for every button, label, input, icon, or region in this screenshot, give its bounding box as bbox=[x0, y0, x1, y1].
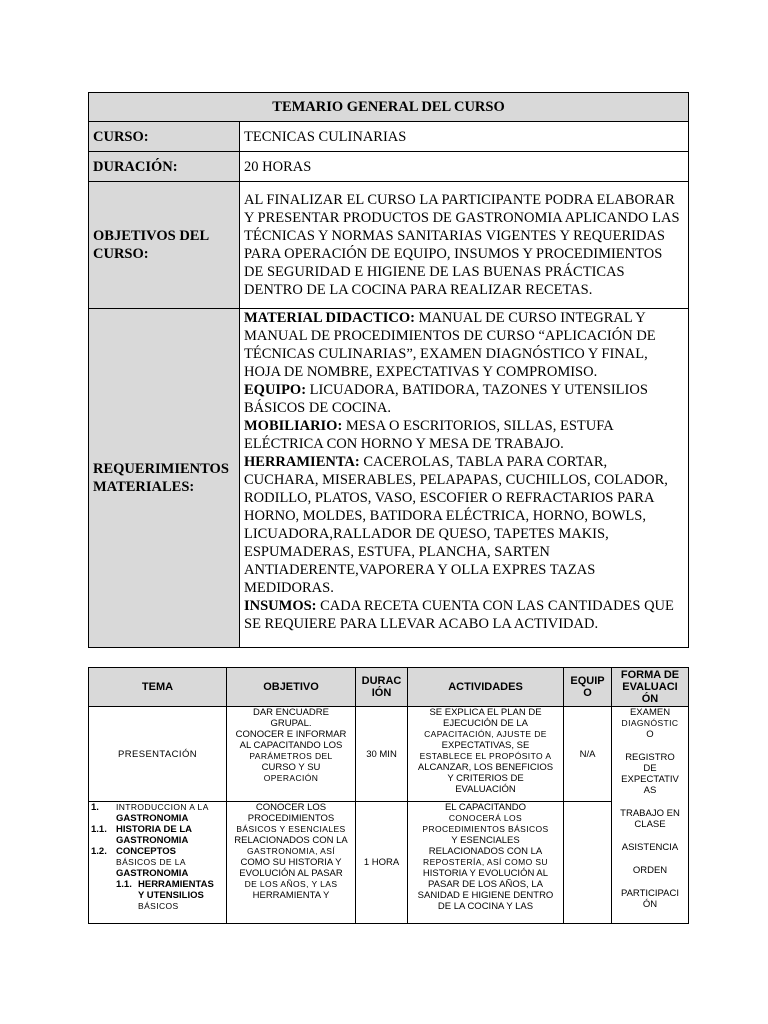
curso-value: TECNICAS CULINARIAS bbox=[240, 122, 689, 152]
table-row bbox=[89, 707, 689, 802]
req-material: MATERIAL DIDACTICO: MANUAL DE CURSO INTEGRAL Y MANUAL DE PROCEDIMIENTOS DE CURSO “APLICACIÓN DE TÉCNICAS CULINARIAS”, EXAMEN DIAGNÓSTICO Y FINAL, HOJA DE NOMBRE, EXPECTATIVAS Y COMPROMISO. bbox=[244, 310, 656, 380]
header-forma-evaluacion: FORMA DE EVALUACI ÓN bbox=[612, 668, 689, 707]
schedule-table bbox=[88, 667, 689, 924]
req-equipo: EQUIPO: LICUADORA, BATIDORA, TAZONES Y UTENSILIOS BÁSICOS DE COCINA. bbox=[244, 382, 648, 416]
actividades-presentacion: SE EXPLICA EL PLAN DE EJECUCIÓN DE LA CAPACITACIÓN, AJUSTE DE EXPECTATIVAS, SE ESTABLECE EL PROPÓSITO A ALCANZAR, LOS BENEFICIOS Y CRITERIOS DE EVALUACIÓN bbox=[408, 707, 564, 802]
requerimientos-label: REQUERIMIENTOS MATERIALES: bbox=[89, 309, 240, 648]
schedule-header-row bbox=[89, 668, 689, 707]
req-insumos: INSUMOS: CADA RECETA CUENTA CON LAS CANTIDADES QUE SE REQUIERE PARA LLEVAR ACABO LA ACTIVIDAD. bbox=[244, 598, 674, 632]
table-row bbox=[89, 802, 689, 924]
requerimientos-value bbox=[240, 309, 689, 648]
tema-presentacion: PRESENTACIÓN bbox=[89, 707, 227, 802]
duracion-label: DURACIÓN: bbox=[89, 152, 240, 182]
duracion-introduccion: 1 HORA bbox=[356, 802, 408, 924]
forma-evaluacion-cell: EXAMEN DIAGNÓSTIC O REGISTRO DE EXPECTATIV AS TRABAJO EN CLASE ASISTENCIA ORDEN PARTICIPACI ÓN bbox=[612, 707, 689, 924]
objetivos-value: AL FINALIZAR EL CURSO LA PARTICIPANTE PODRA ELABORAR Y PRESENTAR PRODUCTOS DE GASTRONOMIA APLICANDO LAS TÉCNICAS Y NORMAS SANITARIAS VIGENTES Y REQUERIDAS PARA OPERACIÓN DE EQUIPO, INSUMOS Y PROCEDIMIENTOS DE SEGURIDAD E HIGIENE DE LAS BUENAS PRÁCTICAS DENTRO DE LA COCINA PARA REALIZAR RECETAS. bbox=[240, 182, 689, 309]
objetivos-label: OBJETIVOS DEL CURSO: bbox=[89, 182, 240, 309]
curso-label: CURSO: bbox=[89, 122, 240, 152]
header-tema: TEMA bbox=[89, 668, 227, 707]
header-objetivo: OBJETIVO bbox=[227, 668, 356, 707]
duracion-value: 20 HORAS bbox=[240, 152, 689, 182]
actividades-introduccion: EL CAPACITANDO CONOCERÁ LOS PROCEDIMIENTOS BÁSICOS Y ESENCIALES RELACIONADOS CON LA REPOSTERÍA, ASÍ COMO SU HISTORIA Y EVOLUCIÓN AL PASAR DE LOS AÑOS, LA SANIDAD E HIGIENE DENTRO DE LA COCINA Y LAS bbox=[408, 802, 564, 924]
objetivo-presentacion: DAR ENCUADRE GRUPAL. CONOCER E INFORMAR AL CAPACITANDO LOS PARÁMETROS DEL CURSO Y SU OPERACIÓN bbox=[227, 707, 356, 802]
duracion-presentacion: 30 MIN bbox=[356, 707, 408, 802]
course-info-table bbox=[88, 92, 689, 648]
req-mobiliario: MOBILIARIO: MESA O ESCRITORIOS, SILLAS, ESTUFA ELÉCTRICA CON HORNO Y MESA DE TRABAJO. bbox=[244, 418, 613, 452]
equipo-introduccion bbox=[564, 802, 612, 924]
tema-introduccion: 1. INTRODUCCION A LA GASTRONOMIA 1.1. HISTORIA DE LA GASTRONOMIA 1.2. CONCEPTOS BÁSICOS DE LA GASTRONOMIA 1.1. HERRAMIENTAS Y UTENSILIOS BÁSICOS bbox=[89, 802, 227, 924]
header-duracion: DURAC IÓN bbox=[356, 668, 408, 707]
course-title: TEMARIO GENERAL DEL CURSO bbox=[89, 93, 689, 122]
header-equipo: EQUIP O bbox=[564, 668, 612, 707]
req-herramienta: HERRAMIENTA: CACEROLAS, TABLA PARA CORTAR, CUCHARA, MISERABLES, PELAPAPAS, CUCHILLOS, COLADOR, RODILLO, PLATOS, VASO, ESCOFIER O REFRACTARIOS PARA HORNO, MOLDES, BATIDORA ELÉCTRICA, HORNO, BOWLS, LICUADORA,RALLADOR DE QUESO, TAPETES MAKIS, ESPUMADERAS, ESTUFA, PLANCHA, SARTEN ANTIADERENTE,VAPORERA Y OLLA EXPRES TAZAS MEDIDORAS. bbox=[244, 454, 668, 596]
objetivo-introduccion: CONOCER LOS PROCEDIMIENTOS BÁSICOS Y ESENCIALES RELACIONADOS CON LA GASTRONOMIA, ASÍ COMO SU HISTORIA Y EVOLUCIÓN AL PASAR DE LOS AÑOS, Y LAS HERRAMIENTA Y bbox=[227, 802, 356, 924]
equipo-presentacion: N/A bbox=[564, 707, 612, 802]
header-actividades: ACTIVIDADES bbox=[408, 668, 564, 707]
